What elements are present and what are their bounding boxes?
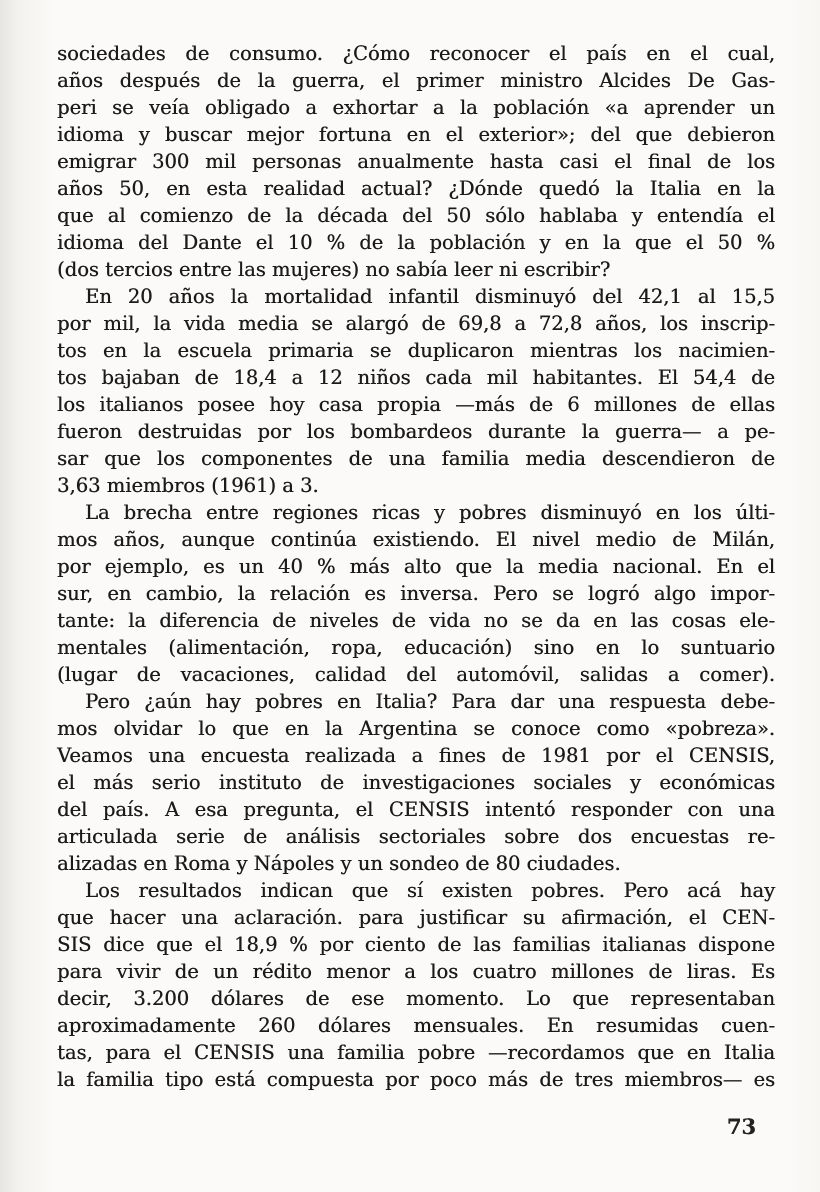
text-line: emigrar 300 mil personas anualmente hasta casi el final de los [57, 150, 775, 173]
text-line: La brecha entre regiones ricas y pobres disminuyó en los últi- [85, 501, 775, 524]
text-line: tos bajaban de 18,4 a 12 niños cada mil habitantes. El 54,4 de [57, 366, 775, 389]
text-line: la familia tipo está compuesta por poco más de tres miembros— es [57, 1068, 775, 1091]
text-line: (lugar de vacaciones, calidad del automóvil, salidas a comer). [57, 663, 775, 686]
text-line: por mil, la vida media se alargó de 69,8 a 72,8 años, los inscrip- [57, 312, 775, 335]
text-line: idioma del Dante el 10 % de la población y en la que el 50 % [57, 231, 775, 254]
text-line: decir, 3.200 dólares de ese momento. Lo que representaban [57, 987, 775, 1010]
text-line: 3,63 miembros (1961) a 3. [57, 474, 319, 497]
text-line: alizadas en Roma y Nápoles y un sondeo de 80 ciudades. [57, 852, 621, 875]
text-line: mos olvidar lo que en la Argentina se conoce como «pobreza». [57, 717, 775, 740]
page-number: 73 [726, 1114, 756, 1139]
text-line: sociedades de consumo. ¿Cómo reconocer el país en el cual, [57, 42, 775, 65]
text-line: fueron destruidas por los bombardeos durante la guerra— a pe- [57, 420, 775, 443]
text-line: aproximadamente 260 dólares mensuales. En resumidas cuen- [57, 1014, 775, 1037]
text-line: En 20 años la mortalidad infantil disminuyó del 42,1 al 15,5 [85, 285, 775, 308]
text-line: Pero ¿aún hay pobres en Italia? Para dar una respuesta debe- [85, 690, 775, 713]
text-line: tante: la diferencia de niveles de vida no se da en las cosas ele- [57, 609, 775, 632]
text-line: (dos tercios entre las mujeres) no sabía leer ni escribir? [57, 258, 611, 281]
text-line: articulada serie de análisis sectoriales sobre dos encuestas re- [57, 825, 775, 848]
text-line: tos en la escuela primaria se duplicaron mientras los nacimien- [57, 339, 775, 362]
text-line: Los resultados indican que sí existen pobres. Pero acá hay [85, 879, 775, 902]
text-line: Veamos una encuesta realizada a fines de 1981 por el CENSIS, [57, 744, 775, 767]
text-line: que al comienzo de la década del 50 sólo hablaba y entendía el [57, 204, 775, 227]
text-line: mentales (alimentación, ropa, educación) sino en lo suntuario [57, 636, 775, 659]
book-page-text-block [57, 40, 775, 1093]
text-line: por ejemplo, es un 40 % más alto que la media nacional. En el [57, 555, 775, 578]
text-line: peri se veía obligado a exhortar a la población «a aprender un [57, 96, 775, 119]
text-line: años 50, en esta realidad actual? ¿Dónde quedó la Italia en la [57, 177, 775, 200]
text-line: del país. A esa pregunta, el CENSIS intentó responder con una [57, 798, 775, 821]
text-line: sur, en cambio, la relación es inversa. Pero se logró algo impor- [57, 582, 775, 605]
text-line: SIS dice que el 18,9 % por ciento de las familias italianas dispone [57, 933, 775, 956]
text-line: para vivir de un rédito menor a los cuatro millones de liras. Es [57, 960, 775, 983]
text-line: que hacer una aclaración. para justificar su afirmación, el CEN- [57, 906, 775, 929]
text-line: tas, para el CENSIS una familia pobre —recordamos que en Italia [57, 1041, 775, 1064]
text-line: años después de la guerra, el primer ministro Alcides De Gas- [57, 69, 775, 92]
text-line: mos años, aunque continúa existiendo. El nivel medio de Milán, [57, 528, 775, 551]
text-line: el más serio instituto de investigaciones sociales y económicas [57, 771, 775, 794]
text-line: sar que los componentes de una familia media descendieron de [57, 447, 775, 470]
text-line: idioma y buscar mejor fortuna en el exterior»; del que debieron [57, 123, 775, 146]
text-line: los italianos posee hoy casa propia —más de 6 millones de ellas [57, 393, 775, 416]
